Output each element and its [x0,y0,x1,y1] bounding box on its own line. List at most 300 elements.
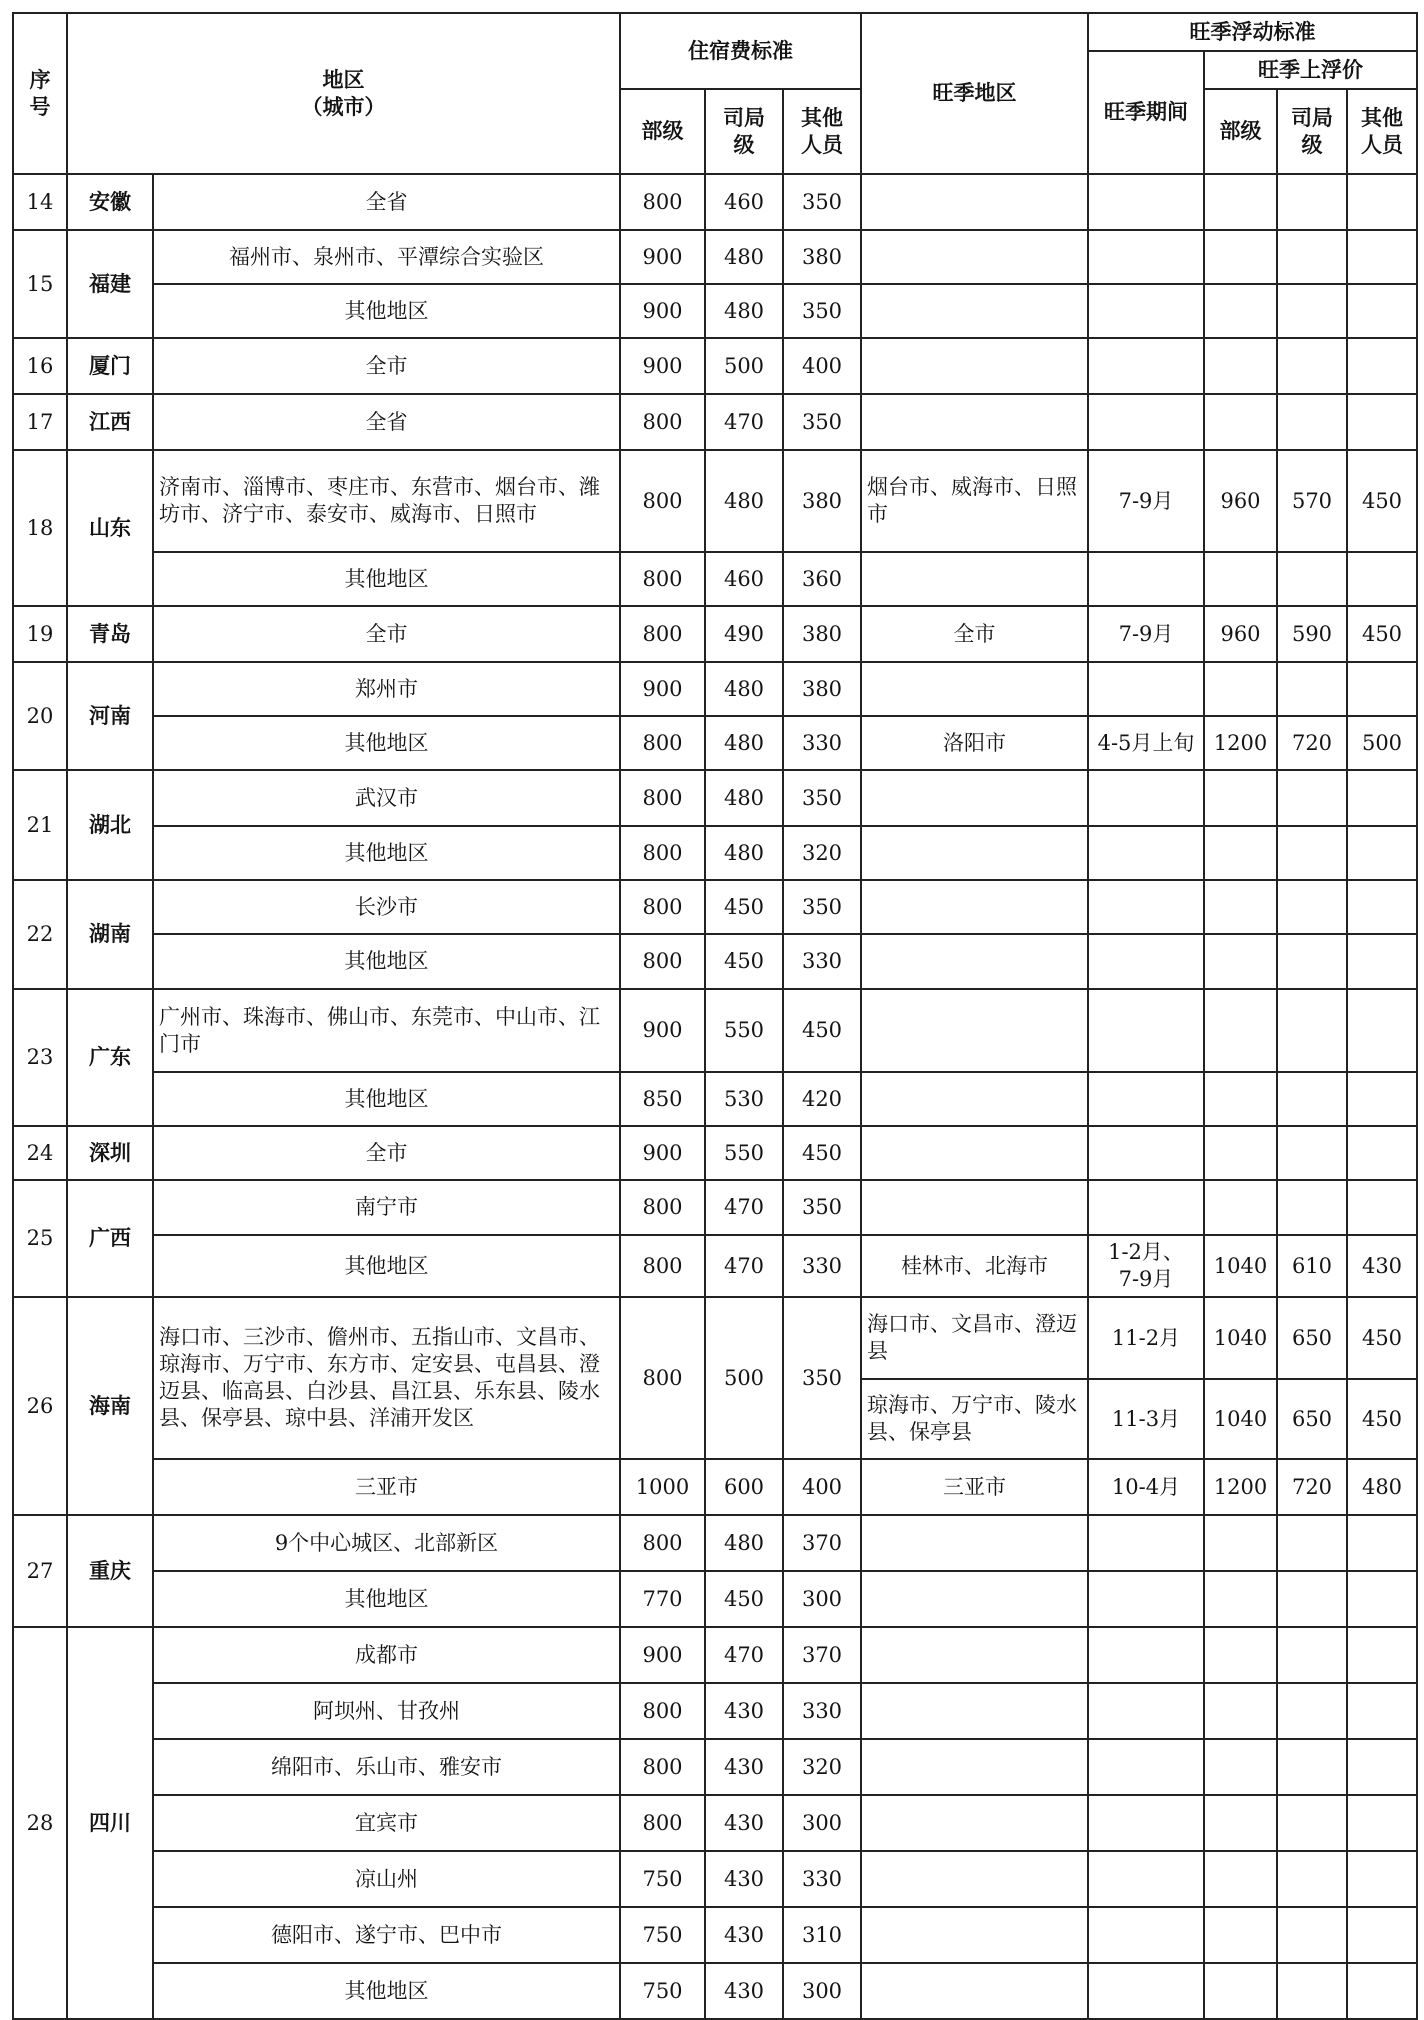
header-peak-other-staff: 其他 人员 [1347,89,1417,174]
empty-cell [1277,826,1347,880]
empty-cell [1347,826,1417,880]
table-row [13,1963,1417,2019]
empty-cell [1088,1072,1204,1126]
empty-cell [1277,338,1347,394]
rate-bureau-level: 460 [705,174,783,230]
rate-bureau-level: 430 [705,1963,783,2019]
empty-cell [1088,1126,1204,1180]
rate-bureau-level: 550 [705,989,783,1072]
region-area: 济南市、淄博市、枣庄市、东营市、烟台市、潍坊市、济宁市、泰安市、威海市、日照市 [153,450,620,552]
rate-bureau-level: 500 [705,1297,783,1459]
empty-cell [1347,174,1417,230]
rate-dept-level: 900 [620,1126,705,1180]
table-row [13,174,1417,230]
table-row [13,1515,1417,1571]
empty-cell [1204,1963,1277,2019]
peak-rate-dept-level: 1040 [1204,1379,1277,1459]
table-row [13,1459,1417,1515]
rate-other-staff: 380 [783,662,861,716]
empty-cell [1204,394,1277,450]
peak-region: 全市 [861,606,1088,662]
table-row [13,989,1417,1072]
empty-cell [1277,934,1347,989]
empty-cell [1088,1907,1204,1963]
empty-cell [861,174,1088,230]
empty-cell [1347,1072,1417,1126]
header-peak-surcharge: 旺季上浮价 [1204,51,1417,89]
rate-dept-level: 900 [620,1627,705,1683]
rate-other-staff: 450 [783,1126,861,1180]
empty-cell [861,338,1088,394]
peak-period: 11-2月 [1088,1297,1204,1379]
empty-cell [1277,1851,1347,1907]
region-area: 全省 [153,394,620,450]
empty-cell [1204,770,1277,826]
empty-cell [1347,1515,1417,1571]
empty-cell [1204,1571,1277,1627]
table-row [13,1795,1417,1851]
region-area: 海口市、三沙市、儋州市、五指山市、文昌市、琼海市、万宁市、东方市、定安县、屯昌县、澄迈县、临高县、白沙县、昌江县、乐东县、陵水县、保亭县、琼中县、洋浦开发区 [153,1297,620,1459]
empty-cell [1088,1180,1204,1235]
rate-other-staff: 320 [783,826,861,880]
region-area: 9个中心城区、北部新区 [153,1515,620,1571]
empty-cell [861,934,1088,989]
region-area: 其他地区 [153,716,620,770]
rate-other-staff: 380 [783,606,861,662]
rate-other-staff: 320 [783,1739,861,1795]
province-name: 重庆 [67,1515,153,1627]
empty-cell [1204,174,1277,230]
region-area: 其他地区 [153,1235,620,1297]
rate-dept-level: 750 [620,1963,705,2019]
rate-dept-level: 750 [620,1907,705,1963]
rate-other-staff: 350 [783,394,861,450]
rate-bureau-level: 480 [705,1515,783,1571]
peak-rate-other-staff: 430 [1347,1235,1417,1297]
empty-cell [861,284,1088,338]
table-row [13,1235,1417,1297]
empty-cell [1088,1739,1204,1795]
serial-number: 28 [13,1627,67,2019]
rate-other-staff: 380 [783,230,861,284]
empty-cell [861,1683,1088,1739]
table-row [13,770,1417,826]
table-row [13,1297,1417,1379]
rate-bureau-level: 480 [705,230,783,284]
empty-cell [1277,1963,1347,2019]
rate-dept-level: 800 [620,606,705,662]
peak-rate-other-staff: 450 [1347,606,1417,662]
empty-cell [1204,1907,1277,1963]
table-row [13,716,1417,770]
empty-cell [1088,1683,1204,1739]
empty-cell [1204,826,1277,880]
rate-dept-level: 900 [620,284,705,338]
rate-other-staff: 350 [783,1180,861,1235]
rate-dept-level: 800 [620,1795,705,1851]
peak-period: 7-9月 [1088,450,1204,552]
rate-bureau-level: 430 [705,1739,783,1795]
empty-cell [1204,1126,1277,1180]
serial-number: 17 [13,394,67,450]
empty-cell [1204,662,1277,716]
serial-number: 25 [13,1180,67,1297]
rate-dept-level: 800 [620,716,705,770]
region-area: 绵阳市、乐山市、雅安市 [153,1739,620,1795]
empty-cell [1347,394,1417,450]
empty-cell [1277,230,1347,284]
peak-rate-dept-level: 1200 [1204,716,1277,770]
peak-region: 洛阳市 [861,716,1088,770]
empty-cell [1347,1683,1417,1739]
rate-bureau-level: 450 [705,1571,783,1627]
province-name: 山东 [67,450,153,606]
peak-period: 11-3月 [1088,1379,1204,1459]
rate-bureau-level: 480 [705,770,783,826]
peak-period: 7-9月 [1088,606,1204,662]
empty-cell [1088,880,1204,934]
rate-bureau-level: 490 [705,606,783,662]
empty-cell [1277,1683,1347,1739]
empty-cell [861,1072,1088,1126]
peak-region: 海口市、文昌市、澄迈县 [861,1297,1088,1379]
region-area: 其他地区 [153,284,620,338]
region-area: 其他地区 [153,1963,620,2019]
empty-cell [1277,662,1347,716]
region-area: 广州市、珠海市、佛山市、东莞市、中山市、江门市 [153,989,620,1072]
rate-dept-level: 800 [620,1739,705,1795]
serial-number: 20 [13,662,67,770]
rate-bureau-level: 430 [705,1795,783,1851]
empty-cell [1277,1571,1347,1627]
province-name: 深圳 [67,1126,153,1180]
empty-cell [1204,1739,1277,1795]
rate-bureau-level: 600 [705,1459,783,1515]
rate-dept-level: 900 [620,989,705,1072]
serial-number: 22 [13,880,67,989]
rate-other-staff: 350 [783,284,861,338]
empty-cell [1277,989,1347,1072]
serial-number: 15 [13,230,67,338]
rate-other-staff: 400 [783,1459,861,1515]
table-row [13,1851,1417,1907]
rate-bureau-level: 480 [705,284,783,338]
peak-rate-other-staff: 450 [1347,450,1417,552]
empty-cell [861,230,1088,284]
empty-cell [1088,284,1204,338]
accommodation-standard-table [12,12,1418,2020]
empty-cell [1204,1515,1277,1571]
rate-other-staff: 330 [783,1851,861,1907]
rate-other-staff: 370 [783,1627,861,1683]
serial-number: 18 [13,450,67,606]
rate-other-staff: 330 [783,1683,861,1739]
table-row [13,1683,1417,1739]
rate-other-staff: 380 [783,450,861,552]
region-area: 福州市、泉州市、平潭综合实验区 [153,230,620,284]
header-peak-region: 旺季地区 [861,13,1088,174]
peak-period: 4-5月上旬 [1088,716,1204,770]
empty-cell [1277,1907,1347,1963]
region-area: 凉山州 [153,1851,620,1907]
rate-other-staff: 330 [783,934,861,989]
empty-cell [1347,230,1417,284]
peak-period: 10-4月 [1088,1459,1204,1515]
rate-other-staff: 350 [783,770,861,826]
table-row [13,1072,1417,1126]
rate-other-staff: 350 [783,174,861,230]
empty-cell [861,394,1088,450]
peak-region: 琼海市、万宁市、陵水县、保亭县 [861,1379,1088,1459]
rate-other-staff: 400 [783,338,861,394]
rate-bureau-level: 470 [705,1627,783,1683]
empty-cell [861,989,1088,1072]
empty-cell [1204,1851,1277,1907]
rate-dept-level: 800 [620,450,705,552]
province-name: 江西 [67,394,153,450]
rate-dept-level: 800 [620,880,705,934]
table-row [13,1571,1417,1627]
empty-cell [1347,1627,1417,1683]
empty-cell [1204,1683,1277,1739]
empty-cell [1347,1963,1417,2019]
header-accommodation-standard: 住宿费标准 [620,13,861,89]
header-serial-number: 序 号 [13,13,67,174]
rate-other-staff: 300 [783,1795,861,1851]
empty-cell [1347,1739,1417,1795]
empty-cell [1277,552,1347,606]
serial-number: 26 [13,1297,67,1515]
region-area: 郑州市 [153,662,620,716]
province-name: 广东 [67,989,153,1126]
empty-cell [1347,284,1417,338]
rate-bureau-level: 480 [705,662,783,716]
region-area: 其他地区 [153,1072,620,1126]
region-area: 其他地区 [153,1571,620,1627]
empty-cell [1347,1851,1417,1907]
empty-cell [1088,1571,1204,1627]
empty-cell [861,826,1088,880]
peak-rate-other-staff: 480 [1347,1459,1417,1515]
region-area: 宜宾市 [153,1795,620,1851]
empty-cell [1204,230,1277,284]
table-row [13,934,1417,989]
empty-cell [1347,662,1417,716]
rate-dept-level: 800 [620,826,705,880]
rate-bureau-level: 480 [705,450,783,552]
rate-other-staff: 330 [783,716,861,770]
province-name: 湖南 [67,880,153,989]
rate-bureau-level: 550 [705,1126,783,1180]
empty-cell [861,1739,1088,1795]
empty-cell [1204,552,1277,606]
empty-cell [861,880,1088,934]
empty-cell [1088,338,1204,394]
empty-cell [1277,394,1347,450]
table-row [13,394,1417,450]
empty-cell [861,1907,1088,1963]
empty-cell [1088,662,1204,716]
empty-cell [861,1180,1088,1235]
header-peak-float-standard: 旺季浮动标准 [1088,13,1417,51]
rate-bureau-level: 480 [705,826,783,880]
rate-bureau-level: 480 [705,716,783,770]
region-area: 南宁市 [153,1180,620,1235]
empty-cell [1088,989,1204,1072]
rate-dept-level: 900 [620,662,705,716]
peak-rate-bureau-level: 590 [1277,606,1347,662]
peak-rate-other-staff: 450 [1347,1379,1417,1459]
region-area: 德阳市、遂宁市、巴中市 [153,1907,620,1963]
empty-cell [1347,1180,1417,1235]
table-row [13,284,1417,338]
region-area: 其他地区 [153,552,620,606]
region-area: 全市 [153,338,620,394]
table-row [13,1627,1417,1683]
rate-dept-level: 850 [620,1072,705,1126]
peak-rate-other-staff: 500 [1347,716,1417,770]
rate-other-staff: 310 [783,1907,861,1963]
rate-bureau-level: 430 [705,1851,783,1907]
rate-bureau-level: 430 [705,1907,783,1963]
region-area: 全市 [153,606,620,662]
empty-cell [1277,880,1347,934]
empty-cell [861,1515,1088,1571]
region-area: 长沙市 [153,880,620,934]
region-area: 全省 [153,174,620,230]
rate-bureau-level: 430 [705,1683,783,1739]
empty-cell [1347,989,1417,1072]
rate-other-staff: 360 [783,552,861,606]
province-name: 河南 [67,662,153,770]
peak-rate-bureau-level: 720 [1277,1459,1347,1515]
empty-cell [1347,1907,1417,1963]
peak-rate-bureau-level: 650 [1277,1379,1347,1459]
region-area: 成都市 [153,1627,620,1683]
peak-period: 1-2月、 7-9月 [1088,1235,1204,1297]
rate-bureau-level: 450 [705,880,783,934]
region-area: 武汉市 [153,770,620,826]
peak-rate-dept-level: 1200 [1204,1459,1277,1515]
rate-dept-level: 800 [620,1297,705,1459]
empty-cell [861,1851,1088,1907]
empty-cell [1204,284,1277,338]
serial-number: 19 [13,606,67,662]
rate-dept-level: 800 [620,1515,705,1571]
header-peak-dept-level: 部级 [1204,89,1277,174]
empty-cell [1277,174,1347,230]
empty-cell [861,552,1088,606]
rate-bureau-level: 470 [705,394,783,450]
table-row [13,230,1417,284]
empty-cell [861,1571,1088,1627]
serial-number: 16 [13,338,67,394]
table-row [13,338,1417,394]
empty-cell [1204,1180,1277,1235]
rate-other-staff: 450 [783,989,861,1072]
rate-dept-level: 750 [620,1851,705,1907]
table-row [13,1180,1417,1235]
empty-cell [861,1795,1088,1851]
empty-cell [1347,338,1417,394]
table-row [13,1907,1417,1963]
table-row [13,450,1417,552]
rate-dept-level: 800 [620,1235,705,1297]
region-area: 其他地区 [153,934,620,989]
table-row [13,1739,1417,1795]
rate-other-staff: 300 [783,1571,861,1627]
empty-cell [1204,1795,1277,1851]
rate-other-staff: 350 [783,880,861,934]
empty-cell [1347,770,1417,826]
rate-bureau-level: 450 [705,934,783,989]
peak-rate-dept-level: 1040 [1204,1297,1277,1379]
empty-cell [1277,284,1347,338]
header-other-staff: 其他 人员 [783,89,861,174]
rate-dept-level: 800 [620,174,705,230]
region-area: 三亚市 [153,1459,620,1515]
empty-cell [1088,934,1204,989]
empty-cell [861,1963,1088,2019]
rate-bureau-level: 460 [705,552,783,606]
serial-number: 24 [13,1126,67,1180]
table-row [13,826,1417,880]
peak-rate-other-staff: 450 [1347,1297,1417,1379]
empty-cell [1088,1627,1204,1683]
serial-number: 21 [13,770,67,880]
empty-cell [1204,989,1277,1072]
empty-cell [1277,1795,1347,1851]
header-peak-period: 旺季期间 [1088,51,1204,174]
table-row [13,606,1417,662]
empty-cell [1088,826,1204,880]
empty-cell [861,662,1088,716]
empty-cell [1277,1739,1347,1795]
rate-dept-level: 800 [620,552,705,606]
empty-cell [1088,394,1204,450]
empty-cell [861,1627,1088,1683]
rate-dept-level: 800 [620,770,705,826]
empty-cell [1088,1851,1204,1907]
table-row [13,662,1417,716]
province-name: 福建 [67,230,153,338]
rate-dept-level: 800 [620,1180,705,1235]
peak-region: 桂林市、北海市 [861,1235,1088,1297]
rate-bureau-level: 530 [705,1072,783,1126]
province-name: 青岛 [67,606,153,662]
rate-dept-level: 1000 [620,1459,705,1515]
empty-cell [1347,880,1417,934]
serial-number: 14 [13,174,67,230]
header-region: 地区 （城市） [67,13,620,174]
empty-cell [1277,1515,1347,1571]
peak-rate-bureau-level: 570 [1277,450,1347,552]
empty-cell [1204,1627,1277,1683]
empty-cell [1277,1126,1347,1180]
province-name: 四川 [67,1627,153,2019]
empty-cell [1088,230,1204,284]
empty-cell [861,770,1088,826]
province-name: 厦门 [67,338,153,394]
header-bureau-level: 司局 级 [705,89,783,174]
region-area: 阿坝州、甘孜州 [153,1683,620,1739]
empty-cell [1204,1072,1277,1126]
rate-dept-level: 770 [620,1571,705,1627]
peak-rate-bureau-level: 650 [1277,1297,1347,1379]
empty-cell [1347,1571,1417,1627]
empty-cell [1277,1072,1347,1126]
rate-dept-level: 800 [620,394,705,450]
